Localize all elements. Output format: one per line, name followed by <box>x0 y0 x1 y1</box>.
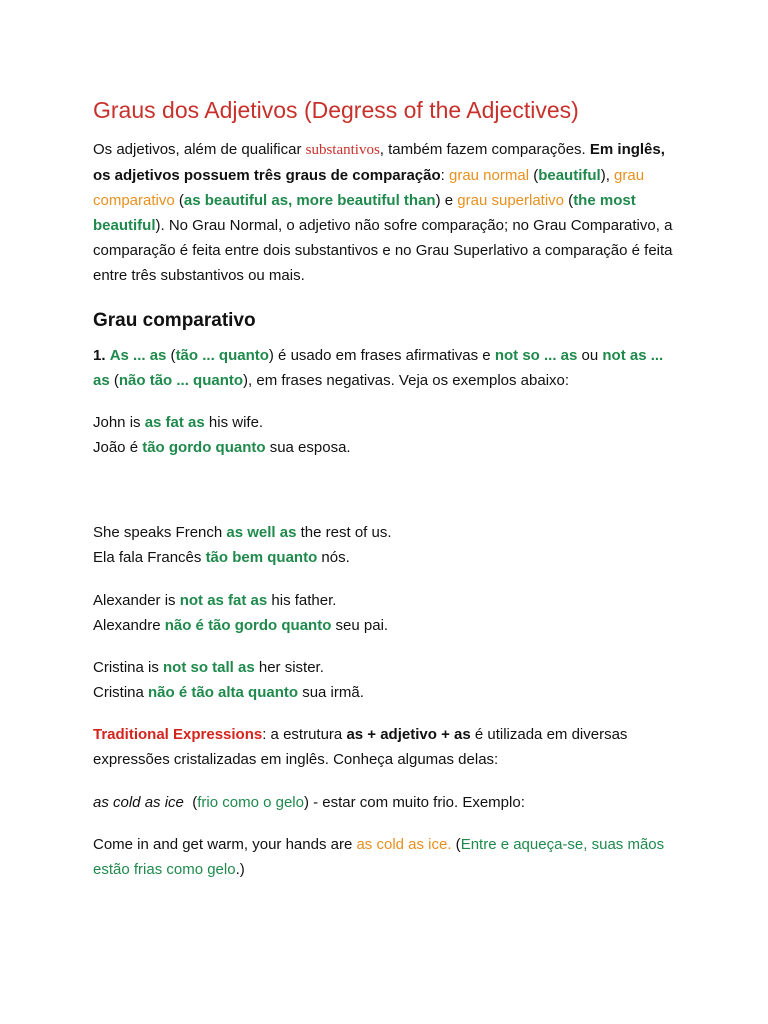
example-text: his wife. <box>204 414 264 431</box>
traditional-expressions-label: Traditional Expressions <box>93 726 263 743</box>
structure-tao-quanto: tão ... quanto <box>175 347 269 364</box>
translation-keyword: tão gordo quanto <box>142 439 266 456</box>
rule-paragraph <box>93 343 683 393</box>
rule-text: ou <box>577 347 603 364</box>
idiom-example-text: Come in and get warm, your hands are <box>93 836 357 853</box>
traditional-expressions-paragraph <box>93 722 683 772</box>
idiom-example-translation: Entre e aqueça-se, suas mãos estão frias como gelo <box>93 836 665 878</box>
intro-text: ( <box>564 192 574 209</box>
idiom-text: ) - estar com muito frio. Exemplo: <box>303 794 525 811</box>
rule-text: ) é usado em frases afirmativas e <box>268 347 495 364</box>
example-keyword: not as fat as <box>179 592 268 609</box>
example-text: his father. <box>267 592 337 609</box>
rule-number: 1. <box>93 347 106 364</box>
translation-text: nós. <box>317 549 350 566</box>
example-keyword: as well as <box>226 524 297 541</box>
structure-not-so-as: not so ... as <box>494 347 578 364</box>
idiom-translation: frio como o gelo <box>197 794 304 811</box>
example-pair <box>93 520 683 570</box>
trad-text: é utilizada em diversas expressões cristalizadas em inglês. Conheça algumas delas: <box>93 726 628 768</box>
term-grau-normal: grau normal <box>448 167 530 184</box>
term-grau-comparativo: grau comparativo <box>93 167 645 209</box>
translation-text: sua esposa. <box>265 439 351 456</box>
example-pair <box>93 655 683 705</box>
term-grau-superlativo: grau superlativo <box>457 192 565 209</box>
intro-text: , também fazem comparações. <box>379 141 590 158</box>
rule-text: ( <box>166 347 176 364</box>
page-title: Graus dos Adjetivos (Degress of the Adjectives) <box>93 97 579 123</box>
intro-bold-text: Em inglês, os adjetivos possuem três graus de comparação <box>93 141 665 184</box>
idiom-example <box>93 832 683 882</box>
example-text: She speaks French <box>93 524 227 541</box>
intro-text: ), <box>600 167 615 184</box>
translation-text: sua irmã. <box>298 684 364 701</box>
structure-as-as: As ... as <box>109 347 167 364</box>
intro-text: ( <box>174 192 184 209</box>
structure-as-adjective-as: as + adjetivo + as <box>346 726 471 743</box>
example-text: her sister. <box>254 659 324 676</box>
idiom-example-text: ( <box>451 836 461 853</box>
translation-keyword: tão bem quanto <box>205 549 318 566</box>
example-pair <box>93 410 683 460</box>
rule-text: ), em frases negativas. Veja os exemplos abaixo: <box>243 372 570 389</box>
translation-text: Cristina <box>93 684 149 701</box>
example-keyword: not so tall as <box>163 659 255 676</box>
example-text: Alexander is <box>93 592 180 609</box>
intro-text: : <box>440 167 449 184</box>
section-heading: Grau comparativo <box>93 310 256 331</box>
structure-not-as-as: not as ... as <box>93 347 664 389</box>
idiom-line <box>93 790 683 815</box>
intro-term-substantivos: substantivos <box>305 142 380 158</box>
idiom-text: ( <box>183 794 198 811</box>
example-text: the rest of us. <box>296 524 392 541</box>
intro-text: ) e <box>435 192 458 209</box>
translation-keyword: não é tão alta quanto <box>148 684 299 701</box>
trad-text: : a estrutura <box>262 726 347 743</box>
idiom-expression: as cold as ice <box>93 794 184 811</box>
intro-text: ( <box>529 167 539 184</box>
example-text: John is <box>93 414 145 431</box>
intro-text: Os adjetivos, além de qualificar <box>93 141 306 158</box>
translation-text: Ela fala Francês <box>93 549 206 566</box>
idiom-example-text: .) <box>235 861 245 878</box>
rule-text: ( <box>109 372 119 389</box>
example-beautiful: beautiful <box>538 167 601 184</box>
intro-paragraph <box>93 137 683 288</box>
example-pair <box>93 588 683 638</box>
translation-text: seu pai. <box>331 617 389 634</box>
example-comparative: as beautiful as, more beautiful than <box>183 192 436 209</box>
example-keyword: as fat as <box>144 414 205 431</box>
idiom-example-keyword: as cold as ice. <box>356 836 452 853</box>
translation-text: Alexandre <box>93 617 165 634</box>
example-text: Cristina is <box>93 659 164 676</box>
translation-keyword: não é tão gordo quanto <box>164 617 332 634</box>
intro-text: ). No Grau Normal, o adjetivo não sofre comparação; no Grau Comparativo, a comparação é feita entre dois substantivos e no Grau Superlativo a comparação é feita entre três substantivos ou mais. <box>93 217 673 284</box>
translation-text: João é <box>93 439 143 456</box>
structure-nao-tao-quanto: não tão ... quanto <box>118 372 244 389</box>
example-superlative: the most beautiful <box>93 192 636 234</box>
